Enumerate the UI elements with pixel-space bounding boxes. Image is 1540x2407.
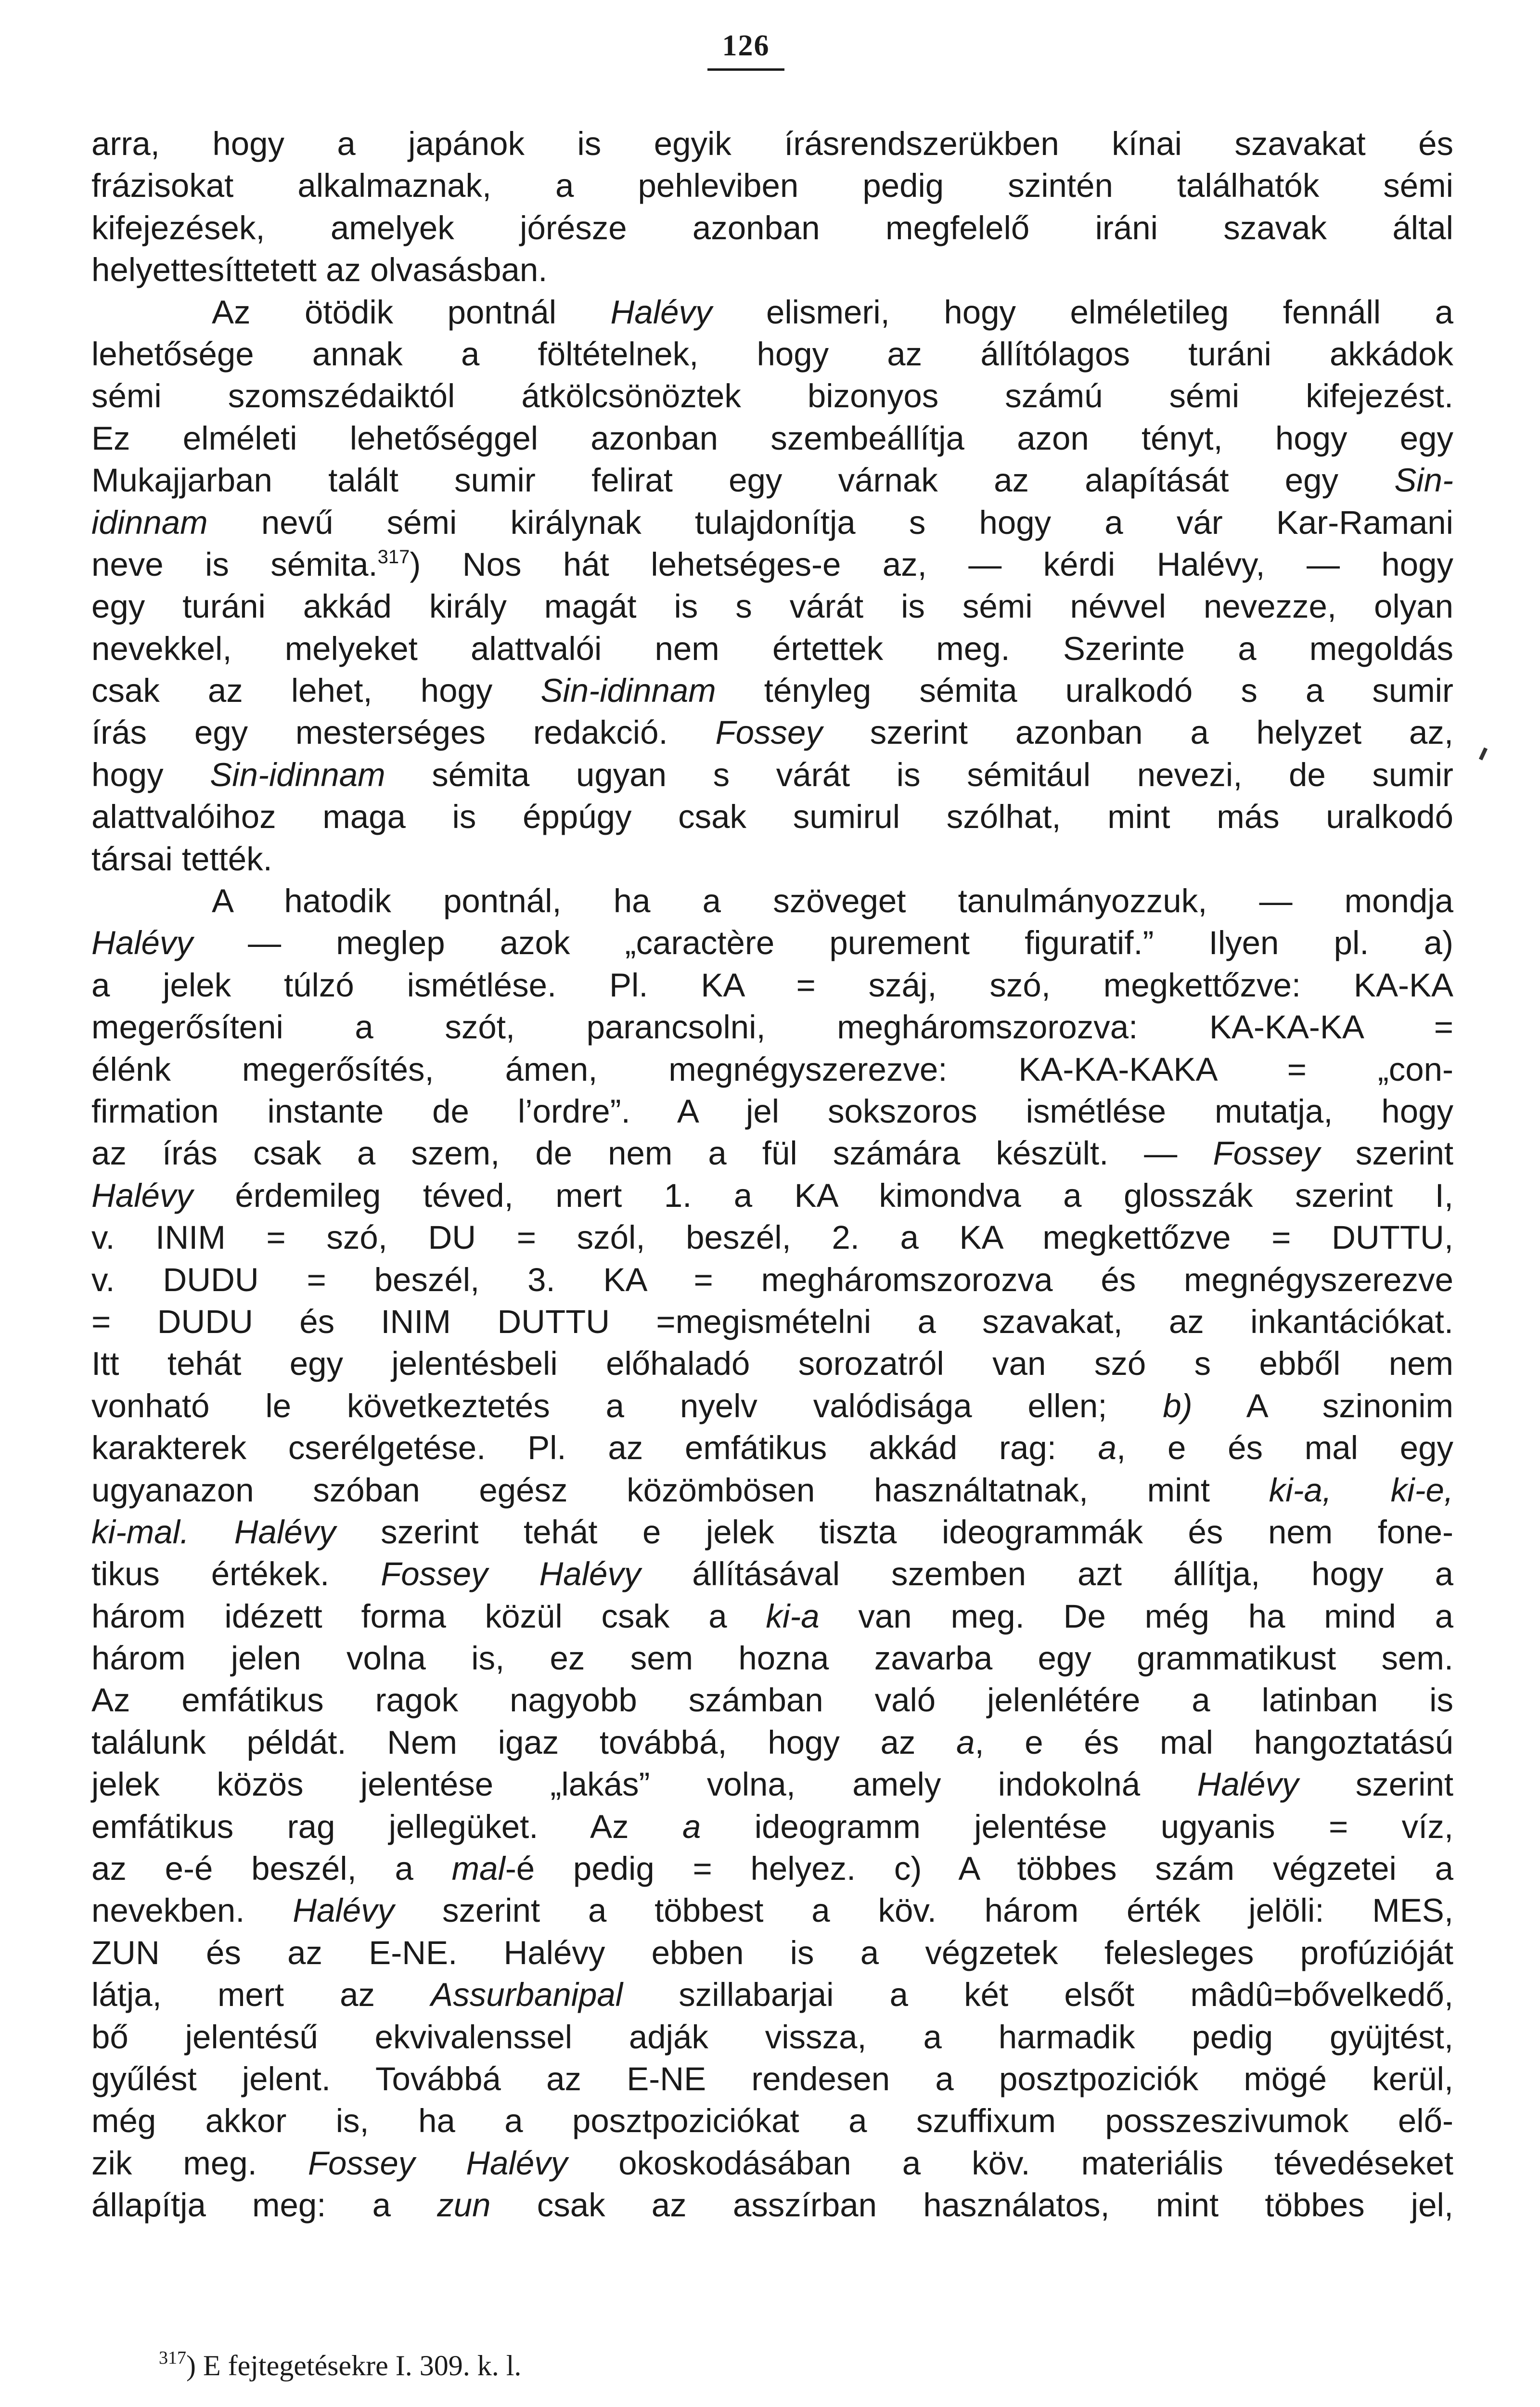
text-line: találunk példát. Nem igaz továbbá, hogy az a, e és mal hangoztatású	[91, 1723, 1453, 1761]
text-line: egy turáni akkád király magát is s várát is sémi névvel nevezze, olyan	[91, 588, 1453, 625]
body-text	[91, 123, 1453, 2226]
text-line: állapítja meg: a zun csak az asszírban használatos, mint többes jel,	[91, 2187, 1453, 2224]
text-line: helyettesíttetett az olvasásban.	[91, 251, 548, 289]
text-line: arra, hogy a japánok is egyik írásrendszerükben kínai szavakat és	[91, 125, 1453, 162]
text-line: csak az lehet, hogy Sin-idinnam tényleg sémita uralkodó s a sumir	[91, 672, 1453, 710]
text-line: a jelek túlzó ismétlése. Pl. KA = száj, szó, megkettőzve: KA-KA	[91, 966, 1453, 1004]
page-number: 126	[722, 29, 770, 62]
text-line: tikus értékek. Fossey Halévy állításával szemben azt állítja, hogy a	[91, 1555, 1453, 1593]
text-line: Mukajjarban talált sumir felirat egy várnak az alapítását egy Sin-	[91, 462, 1453, 499]
footnote-ref: 317	[377, 546, 410, 568]
text-line: Az ötödik pontnál Halévy elismeri, hogy elméletileg fennáll a	[212, 293, 1453, 331]
text-line: A hatodik pontnál, ha a szöveget tanulmányozzuk, — mondja	[212, 882, 1453, 920]
text-line: Halévy érdemileg téved, mert 1. a KA kimondva a glosszák szerint I,	[91, 1177, 1453, 1214]
text-line: v. DUDU = beszél, 3. KA = megháromszorozva és megnégyszerezve	[91, 1261, 1453, 1298]
text-line: emfátikus rag jellegüket. Az a ideogramm jelentése ugyanis = víz,	[91, 1808, 1453, 1845]
text-line: élénk megerősítés, ámen, megnégyszerezve: KA-KA-KAKA = „con-	[91, 1050, 1453, 1088]
text-line: nevekben. Halévy szerint a többest a köv. három érték jelöli: MES,	[91, 1892, 1453, 1929]
text-line: látja, mert az Assurbanipal szillabarjai a két elsőt mâdû=bővelkedő,	[91, 1976, 1453, 2014]
text-line: ki-mal. Halévy szerint tehát e jelek tiszta ideogrammák és nem fone-	[91, 1513, 1453, 1551]
text-line: ZUN és az E-NE. Halévy ebben is a végzetek felesleges profúzióját	[91, 1934, 1453, 1971]
text-line: firmation instante de l’ordre”. A jel sokszoros ismétlése mutatja, hogy	[91, 1092, 1453, 1130]
text-line: frázisokat alkalmaznak, a pehleviben pedig szintén találhatók sémi	[91, 167, 1453, 205]
text-line: = DUDU és INIM DUTTU =megismételni a szavakat, az inkantációkat.	[91, 1303, 1453, 1340]
text-line: bő jelentésű ekvivalenssel adják vissza, a harmadik pedig gyüjtést,	[91, 2018, 1453, 2056]
text-line: Az emfátikus ragok nagyobb számban való jelenlétére a latinban is	[91, 1682, 1453, 1719]
text-line: alattvalóihoz maga is éppúgy csak sumirul szólhat, mint más uralkodó	[91, 798, 1453, 836]
page-number-underline	[707, 68, 784, 71]
text-line: karakterek cserélgetése. Pl. az emfátikus akkád rag: a, e és mal egy	[91, 1429, 1453, 1467]
text-line: lehetősége annak a föltételnek, hogy az állítólagos turáni akkádok	[91, 335, 1453, 373]
text-line: v. INIM = szó, DU = szól, beszél, 2. a KA megkettőzve = DUTTU,	[91, 1219, 1453, 1256]
text-line: társai tették.	[91, 840, 272, 878]
text-line: az e-é beszél, a mal-é pedig = helyez. c) A többes szám végzetei a	[91, 1850, 1453, 1888]
text-line: gyűlést jelent. Továbbá az E-NE rendesen a posztpoziciók mögé kerül,	[91, 2060, 1453, 2097]
text-line: neve is sémita.$^{317}$) Nos hát lehetséges-e az, — kérdi Halévy, — hogy	[91, 545, 1453, 583]
text-line: sémi szomszédaiktól átkölcsönöztek bizonyos számú sémi kifejezést.	[91, 377, 1453, 415]
text-line: Itt tehát egy jelentésbeli előhaladó sorozatról van szó s ebből nem	[91, 1345, 1453, 1383]
text-line: vonható le következtetés a nyelv valódisága ellen; b) A szinonim	[91, 1387, 1453, 1424]
text-line: kifejezések, amelyek jórésze azonban megfelelő iráni szavak által	[91, 209, 1453, 246]
footnote-text: ) E fejtegetésekre I. 309. k. l.	[186, 2350, 522, 2381]
text-line: hogy Sin-idinnam sémita ugyan s várát is sémitául nevezi, de sumir	[91, 756, 1454, 793]
text-line: három jelen volna is, ez sem hozna zavarba egy grammatikust sem.	[91, 1640, 1453, 1677]
text-line: három idézett forma közül csak a ki-a van meg. De még ha mind a	[91, 1597, 1453, 1635]
print-speck	[1479, 748, 1488, 761]
text-line: megerősíteni a szót, parancsolni, megháromszorozva: KA-KA-KA =	[91, 1009, 1453, 1046]
text-line: ugyanazon szóban egész közömbösen használtatnak, mint ki-a, ki-e,	[91, 1471, 1454, 1509]
text-line: Halévy — meglep azok „caractère purement figuratif.” Ilyen pl. a)	[91, 924, 1453, 962]
text-line: zik meg. Fossey Halévy okoskodásában a köv. materiális tévedéseket	[91, 2144, 1453, 2182]
footnote	[159, 2349, 521, 2382]
text-line: idinnam nevű sémi királynak tulajdonítja s hogy a vár Kar-Ramani	[91, 504, 1453, 541]
text-line: az írás csak a szem, de nem a fül számára készült. — Fossey szerint	[91, 1135, 1453, 1172]
text-line: még akkor is, ha a posztpoziciókat a szuffixum posszeszivumok elő-	[91, 2102, 1453, 2140]
text-line: Ez elméleti lehetőséggel azonban szembeállítja azon tényt, hogy egy	[91, 419, 1453, 457]
text-line: nevekkel, melyeket alattvalói nem értettek meg. Szerinte a megoldás	[91, 630, 1453, 667]
text-line: jelek közös jelentése „lakás” volna, amely indokolná Halévy szerint	[91, 1766, 1453, 1803]
text-line: írás egy mesterséges redakció. Fossey szerint azonban a helyzet az,	[91, 714, 1453, 751]
footnote-marker: 317	[159, 2348, 186, 2368]
